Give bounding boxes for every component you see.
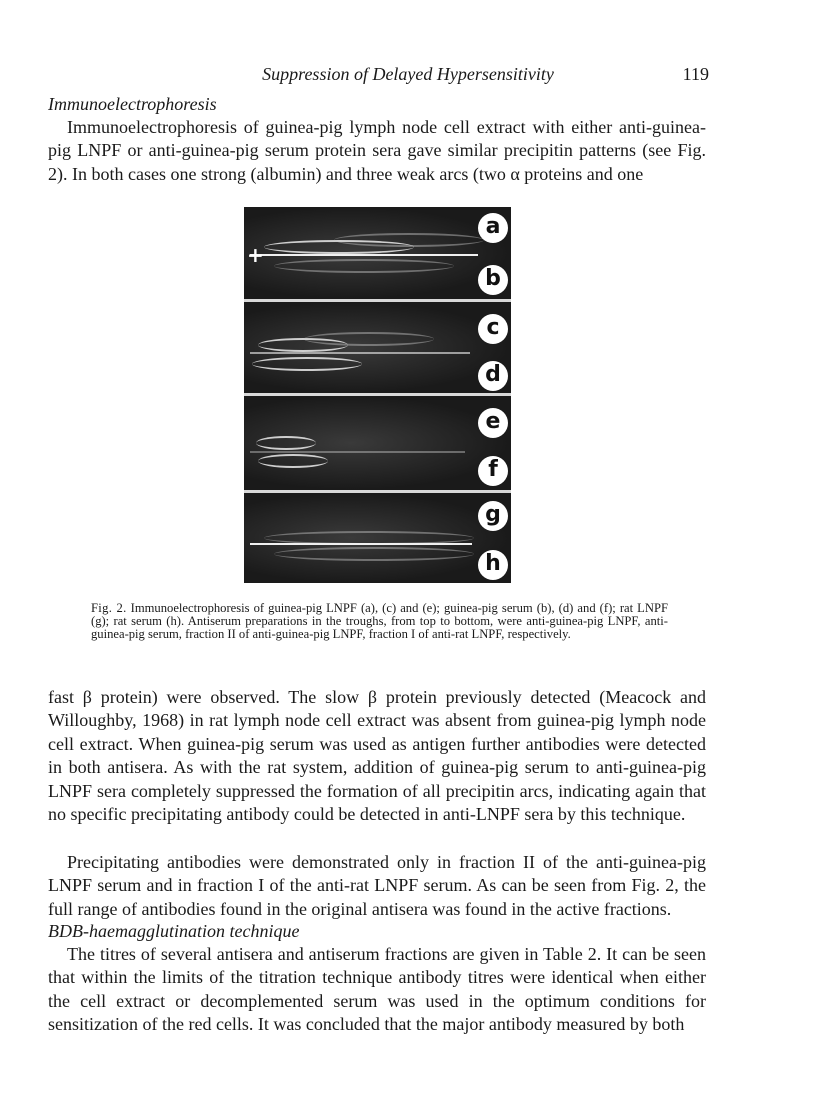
lane-label-d: d [478, 361, 508, 391]
gel-strip-2 [244, 302, 511, 393]
paragraph-immunoelectrophoresis-2: fast β protein) were observed. The slow β protein previously detected (Meacock and Willoughby, 1968) in rat lymph node cell extract was absent from guinea-pig lymph node cell extract. When guinea-pig serum was used as antigen further antibodies were detected in both antisera. As with the rat system, addition of guinea-pig serum to anti-guinea-pig LNPF sera completely suppressed the formation of all precipitin arcs, indicating again that no specific precipitating antibody could be detected in anti-LNPF sera by this technique. [48, 687, 706, 825]
antiserum-trough [250, 352, 470, 354]
lane-label-g: g [478, 501, 508, 531]
precipitin-arc [252, 357, 362, 371]
paragraph-bdb-haemagglutination-1: The titres of several antisera and antiserum fractions are given in Table 2. It can be seen that within the limits of the titration technique antibody titres were identical when either the cell extract or decomplemented serum was used in the optimum conditions for sensitization of the red cells. It was concluded that the major antibody measured by both [48, 944, 706, 1035]
lane-label-h: h [478, 550, 508, 580]
immunoelectrophoresis-figure [244, 207, 511, 583]
precipitin-arc [274, 547, 474, 561]
precipitin-arc [304, 332, 434, 346]
lane-label-f: f [478, 456, 508, 486]
gel-strip-1 [244, 207, 511, 299]
paragraph-immunoelectrophoresis-1: Immunoelectrophoresis of guinea-pig lymph node cell extract with either anti-guinea-pig LNPF or anti-guinea-pig serum protein sera gave similar precipitin patterns (see Fig. 2). In both cases one strong (albumin) and three weak arcs (two α proteins and one [48, 117, 706, 184]
precipitin-arc [274, 259, 454, 273]
antiserum-trough [250, 451, 465, 453]
antiserum-trough [250, 543, 472, 545]
lane-label-a: a [478, 213, 508, 243]
lane-label-e: e [478, 408, 508, 438]
figure-caption-text: Immunoelectrophoresis of guinea-pig LNPF (a), (c) and (e); guinea-pig serum (b), (d) and (f); rat LNPF (g); rat serum (h). Antiserum preparations in the troughs, from top to bottom, were anti-guinea-pig LNPF, anti-guinea-pig serum, fraction II of anti-guinea-pig LNPF, fraction I of anti-rat LNPF, respectively. [91, 601, 668, 642]
gel-strip-3 [244, 396, 511, 490]
gel-strip-4 [244, 493, 511, 583]
plus-sign: + [247, 243, 264, 267]
precipitin-arc [256, 436, 316, 450]
paragraph-immunoelectrophoresis-3: Precipitating antibodies were demonstrated only in fraction II of the anti-guinea-pig LNPF serum and in fraction I of the anti-rat LNPF serum. As can be seen from Fig. 2, the full range of antibodies found in the original antisera was found in the active fractions. [48, 852, 706, 919]
precipitin-arc [258, 454, 328, 468]
running-head [0, 62, 816, 88]
antiserum-trough [250, 254, 478, 256]
page-number: 119 [682, 64, 709, 84]
figure-caption-label: Fig. 2. [91, 601, 127, 615]
section-heading-immunoelectrophoresis: Immunoelectrophoresis [48, 94, 217, 114]
precipitin-arc [334, 233, 484, 247]
section-heading-bdb-haemagglutination: BDB-haemagglutination technique [48, 921, 300, 941]
figure-caption [91, 602, 668, 642]
lane-label-c: c [478, 314, 508, 344]
running-title: Suppression of Delayed Hypersensitivity [262, 64, 554, 84]
lane-label-b: b [478, 265, 508, 295]
